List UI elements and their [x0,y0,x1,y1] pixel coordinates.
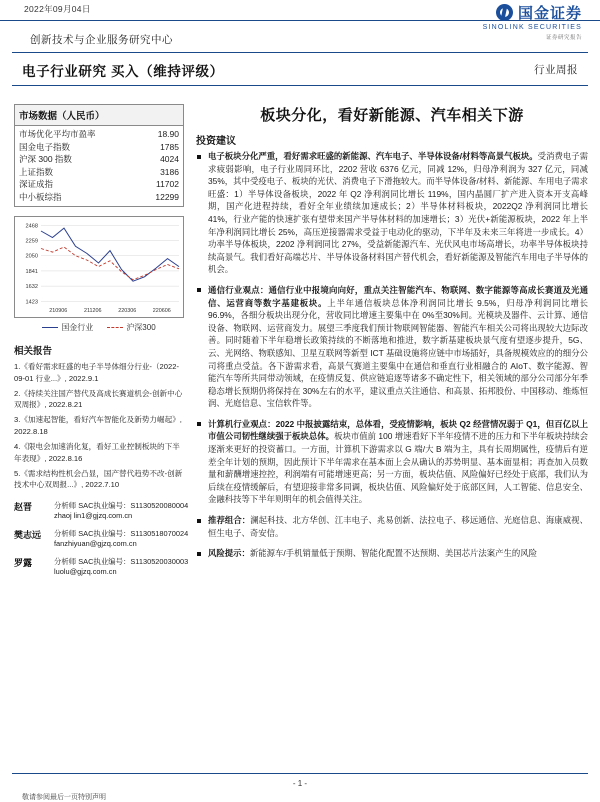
bullet-list [196,150,588,560]
bullet-text: 上半年通信板块总体净利润同比增长 9.5%，归母净利润同比增长 96.9%，各细分板块出现分化，营收同比增速主要集中在 0%至30%间。光模块及器件、云计算、通信设备、物联网、运营商发力。展望三季度我们预计物联网智能器、智能汽车相关公司将出现较大边际改善。同时随着下半年稳增长政策持续的不断落地和推进，数字新基建板块景气度有望逐步提升，5G、云、光网络、物联感知、卫星互联网等新型 ICT 基础设施将应链中市场插好，具备规模效应的的细分公司将重点受益。各下游需求看，高景气赛道主要集中在通信和垂直行业相融合的 AIoT、数字能源、智能汽车等所共同带动领域，在疫情反复、供应链追逐等诸多不确定性下，相关领域的部分公司部分年季稳态增长预期仍将保持在 30%左右的水平，建议重点关注通信、和高景、拓邦股份、中国移动、维炼恒润、光庭信息、宝信软件等。 [208,297,588,409]
main-content [196,104,588,568]
market-row-value: 11702 [155,179,179,189]
research-center-name: 创新技术与企业服务研究中心 [30,34,173,46]
bullet-text: 板块市值前 100 增速看好下半年疫情不进的压力和下半年板块持续会逐渐来更好的投资蓄口。一方面，计算机下游需求以 G 端/大 B 端为主，具有长周期属性，疫情后有逆差全年计划的预期，因此预计下半年需求在基本面上会从确认的苏势明显、基本面显相；再查加入员数量和薪酬增速控控，利润端有可能增速更高；另一方面，板块估值、风险偏好已经处于底部，我们认为后续在疫情缓解后，有望迎接非常多同调，板块估值、风险偏好处于底部区间，人工智能、信息安全、金融科技等下半年则明年的机会值得关注。 [208,431,589,505]
page-title: 板块分化，看好新能源、汽车相关下游 [260,107,524,124]
analyst-license: 分析师 SAC执业编号：S1130520030003 [54,556,189,566]
svg-text:220306: 220306 [118,308,137,314]
list-item [196,514,588,539]
market-row-label: 国金电子指数 [19,141,71,152]
related-reports-list [14,361,184,491]
logo-mark-icon [496,4,513,21]
analyst-email[interactable]: fanzhiyuan@gjzq.com.cn [54,539,137,549]
bullet-lead: 风险提示： [208,548,250,559]
list-item[interactable]: 1.《看好需求旺盛的电子半导体细分行业-（2022-09-01 行业...》, 2022.9.1 [14,362,179,383]
market-row-label: 沪深 300 指数 [19,154,72,164]
list-item [196,150,588,276]
legend-item-2 [107,322,155,333]
title-top-rule [12,52,588,53]
footer-note: 敬请参阅最后一页特别声明 [22,794,106,801]
investment-advice-heading: 投资建议 [196,136,236,147]
analyst-email[interactable]: zhaoj lin1@gjzq.com.cn [54,511,133,521]
list-item[interactable]: 5.《需求结构性机会凸显，国产替代趋势不改-创新技术中心双周报...》, 2022.7.10 [14,468,183,490]
market-row-value: 3186 [160,166,179,177]
industry-title-bar [0,52,600,86]
report-type-label: 行业周报 [534,64,578,76]
svg-text:2468: 2468 [25,223,38,230]
list-item[interactable]: 2.《持续关注国产替代及高成长赛道机会-创新中心双周报》, 2022.8.21 [14,388,183,410]
bullet-lead: 计算机行业观点：2022 中报披露结束，总体看，受疫情影响，板块 Q2 经营情况弱于 Q1，但百亿以上市值公司韧性继续强于板块总体。 [208,418,588,442]
page-number: - 1 - [292,779,308,788]
svg-text:1841: 1841 [25,268,38,275]
logo-name-en: SINOLINK SECURITIES [482,24,582,31]
related-reports-title: 相关报告 [14,346,53,357]
svg-text:1632: 1632 [25,284,38,291]
legend-label: 国金行业 [61,323,94,332]
analyst-name: 罗露 [14,557,33,568]
bullet-lead: 推荐组合： [208,515,251,526]
bullet-lead: 通信行业观点：通信行业中报境向向好，重点关注智能汽车、物联网、数字能源等高成长赛道及光通信、运营商等数字基建板块。 [208,284,588,308]
chart-legend [14,322,184,333]
svg-text:210906: 210906 [49,308,68,314]
bullet-text: 澜起科技、北方华创、江丰电子、兆易创新、法拉电子、移远通信、光庭信息、海康威视、恒生电子、奇安信。 [208,515,589,538]
bullet-text: 新能源车/手机销量低于预期、智能化配置不达预期、美国芯片法案产生的风险 [249,548,537,559]
table-row [19,128,179,141]
report-date: 2022年09月04日 [24,4,91,14]
table-row [19,166,179,179]
table-row [19,141,179,154]
list-item [196,418,588,506]
bullet-text: 受消费电子需求疲弱影响，电子行业周同环比，2202 营收 6376 亿元，同减 12%，归母净利润为 327 亿元，同减 35%，其中受疫电子、板块的光伏、消费电子下滑拖较大。而半导体设备/材料、新能源、车用电子需求旺盛：1）半导体设备板块，2022 年 Q2 净利润同比增长 119%，国内晶圆厂扩产进入资本开支高峰期，国产化进程持续，看好全年业绩续加速成长；2）半导体材料板块，2022Q2 净利润同比增长 41%，行业产能的快速扩张有望带来国产半导体材料的加速增长；3）光伏+新能源板块，2022 年上半年净利润同比增长 25%，高压逆接器需求受益于电动化的驱动，下半年及未来三年将进一步成长。4）功率半导体板块，2202 净利润同比 27%，受益新能源汽车、光伏风电市场高增长，功率半导体板块持续高景气。我们看好高端芯片、半导体设备材料国产替代机会，看好新能源及智能汽车用电子半导体的机会。 [208,151,589,275]
analyst-name: 樊志远 [14,529,42,540]
svg-text:1423: 1423 [25,299,38,306]
bullet-lead: 电子板块分化严重，看好需求旺盛的新能源、汽车电子、半导体设备/材料等高景气板块。 [208,151,538,161]
list-item [14,500,189,522]
list-item [196,547,588,560]
list-item[interactable]: 3.《加速起智能，看好汽车智能化及新势力崛起》, 2022.8.18 [14,415,182,436]
analyst-email[interactable]: luolu@gjzq.com.cn [54,567,117,577]
market-data-title: 市场数据（人民币） [14,104,184,125]
company-logo [483,2,582,41]
svg-text:2050: 2050 [25,253,38,260]
industry-title: 电子行业研究 买入（维持评级） [22,64,224,79]
market-data-table [14,125,184,207]
list-item [14,556,189,578]
svg-text:2259: 2259 [25,238,38,245]
market-row-label: 深证成指 [19,179,54,189]
list-item [196,284,588,410]
market-row-value: 18.90 [157,129,179,139]
legend-label: 沪深300 [126,323,156,332]
footer-divider [12,773,588,774]
analyst-license: 分析师 SAC执业编号：S1130520080004 [54,500,189,510]
market-row-label: 上证指数 [19,166,54,177]
legend-item-1 [42,322,93,333]
chart-svg [15,217,183,315]
logo-subtitle: 证券研究报告 [545,35,582,41]
title-bottom-rule [12,85,588,86]
index-performance-chart [14,216,184,318]
svg-text:211206: 211206 [83,308,102,314]
market-row-value: 4024 [160,154,179,164]
analyst-license: 分析师 SAC执业编号：S1130518070024 [54,528,189,538]
left-sidebar [14,104,189,585]
table-row [19,191,179,204]
market-row-label: 中小板综指 [19,191,62,202]
list-item[interactable]: 4.《限电会加速消化复，看好工业控制板块的下半年表现》, 2022.8.16 [14,442,180,463]
svg-text:220606: 220606 [152,308,171,314]
market-row-value: 1785 [160,141,179,152]
table-row [19,153,179,166]
list-item [14,528,189,550]
analyst-list [14,500,189,578]
logo-name-cn: 国金证券 [517,5,582,22]
market-row-label: 市场优化平均市盈率 [19,129,96,139]
table-row [19,178,179,191]
analyst-name: 赵晋 [14,501,33,512]
market-row-value: 12299 [155,191,179,202]
